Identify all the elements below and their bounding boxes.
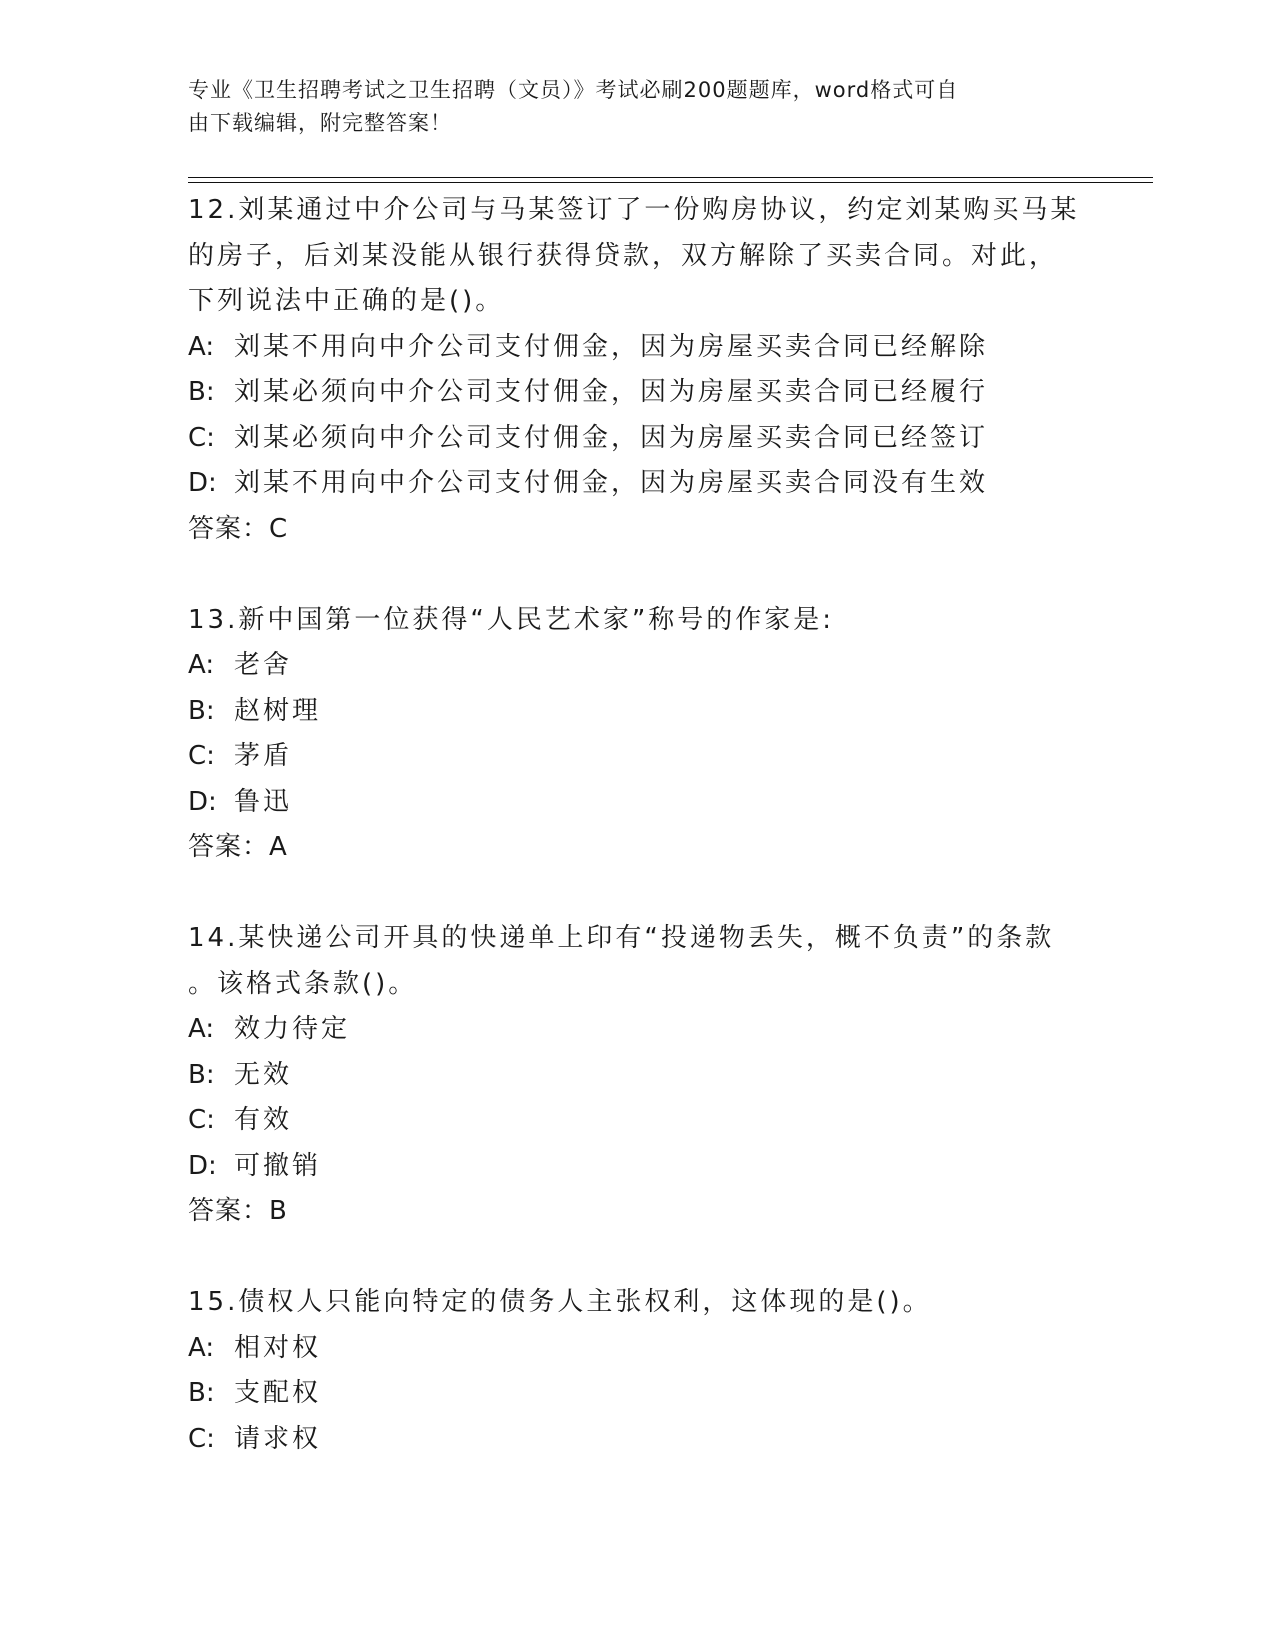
option-c [188, 1098, 1088, 1144]
answer-line: 答案：C [188, 513, 289, 544]
question-stem-line: 。该格式条款()。 [188, 968, 418, 999]
question-12 [188, 188, 1088, 552]
header-divider-top [188, 177, 1153, 178]
option-a [188, 643, 1088, 689]
option-a [188, 1007, 1088, 1053]
question-stem-line: 15.债权人只能向特定的债务人主张权利，这体现的是()。 [188, 1287, 932, 1317]
option-text: 老舍 [234, 650, 293, 680]
option-text: 请求权 [234, 1423, 322, 1454]
option-c [188, 1417, 1088, 1463]
option-letter: A: [188, 1014, 215, 1044]
option-d [188, 461, 1088, 507]
header-line-1: 专业《卫生招聘考试之卫生招聘（文员）》考试必刷200题题库，word格式可自 [188, 78, 959, 102]
option-text: 效力待定 [234, 1014, 351, 1044]
option-letter: C: [188, 741, 215, 771]
option-d [188, 1144, 1088, 1190]
option-letter: B: [188, 1059, 215, 1090]
option-letter: C: [188, 422, 215, 453]
option-text: 刘某必须向中介公司支付佣金，因为房屋买卖合同已经签订 [234, 422, 989, 453]
option-letter: B: [188, 695, 215, 726]
option-text: 刘某不用向中介公司支付佣金，因为房屋买卖合同没有生效 [234, 468, 989, 498]
option-b [188, 370, 1088, 416]
option-b [188, 1371, 1088, 1417]
question-stem-line: 的房子，后刘某没能从银行获得贷款，双方解除了买卖合同。对此， [188, 240, 1059, 271]
spacer [188, 552, 1088, 598]
option-b [188, 1053, 1088, 1099]
answer-line: 答案：A [188, 832, 288, 862]
option-letter: C: [188, 1423, 215, 1454]
option-b [188, 689, 1088, 735]
option-text: 有效 [234, 1105, 293, 1135]
question-stem-line: 13.新中国第一位获得“人民艺术家”称号的作家是: [188, 604, 835, 635]
option-a [188, 1326, 1088, 1372]
spacer [188, 1235, 1088, 1281]
option-c [188, 416, 1088, 462]
option-letter: D: [188, 1150, 217, 1181]
option-letter: A: [188, 650, 215, 680]
option-letter: C: [188, 1105, 215, 1135]
option-c [188, 734, 1088, 780]
question-stem-line: 下列说法中正确的是()。 [188, 286, 505, 316]
option-d [188, 780, 1088, 826]
option-a [188, 325, 1088, 371]
option-text: 无效 [234, 1059, 293, 1090]
spacer [188, 871, 1088, 917]
option-text: 刘某必须向中介公司支付佣金，因为房屋买卖合同已经履行 [234, 377, 989, 407]
option-letter: B: [188, 1378, 215, 1408]
option-letter: D: [188, 786, 217, 817]
option-letter: A: [188, 331, 215, 362]
header-line-2: 由下载编辑，附完整答案！ [188, 111, 452, 135]
option-text: 鲁迅 [234, 786, 293, 817]
question-list [188, 188, 1088, 1462]
question-stem-line: 14.某快递公司开具的快递单上印有“投递物丢失，概不负责”的条款 [188, 923, 1055, 953]
option-letter: D: [188, 468, 217, 498]
option-letter: A: [188, 1332, 215, 1363]
option-letter: B: [188, 377, 215, 407]
document-header [188, 74, 1088, 140]
option-text: 茅盾 [234, 741, 293, 771]
option-text: 可撤销 [234, 1150, 322, 1181]
answer-line: 答案：B [188, 1196, 288, 1226]
option-text: 支配权 [234, 1378, 322, 1408]
option-text: 刘某不用向中介公司支付佣金，因为房屋买卖合同已经解除 [234, 331, 989, 362]
option-text: 相对权 [234, 1332, 322, 1363]
question-13 [188, 598, 1088, 871]
header-divider-bottom [188, 182, 1153, 183]
question-stem-line: 12.刘某通过中介公司与马某签订了一份购房协议，约定刘某购买马某 [188, 195, 1080, 225]
question-14 [188, 916, 1088, 1235]
question-15 [188, 1280, 1088, 1462]
option-text: 赵树理 [234, 695, 322, 726]
